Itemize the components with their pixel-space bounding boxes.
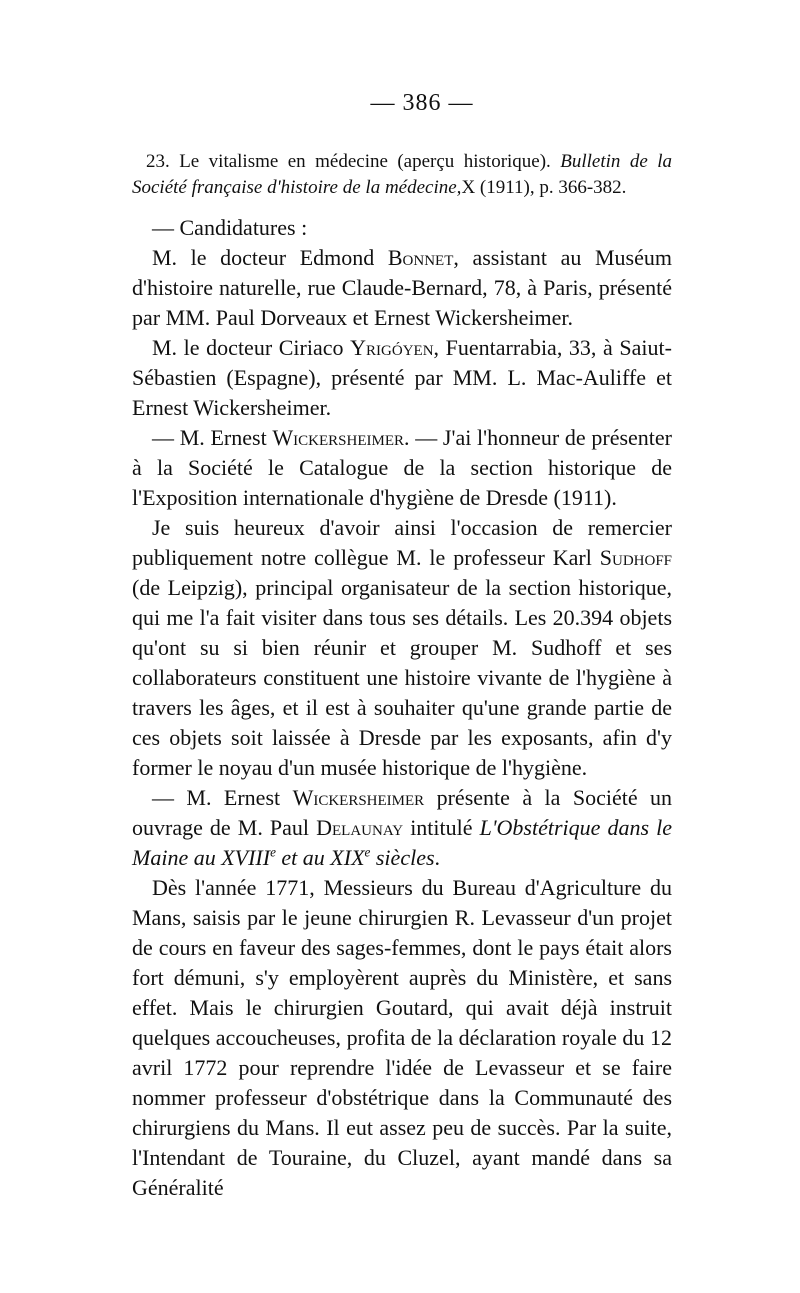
candidate-name: Yrigóyen — [350, 335, 434, 360]
bibliography-entry — [132, 149, 672, 201]
candidature-1-intro: M. le docteur Edmond — [152, 245, 375, 270]
book-title-part: L'Obstétrique dans le Maine au XVIII — [132, 815, 673, 870]
candidatures-heading: — Candidatures : — [152, 215, 308, 240]
entry-text: Le vitalisme en médecine (aperçu historique). — [179, 151, 551, 172]
book-title-part: siècles — [370, 845, 435, 870]
superscript: e — [270, 844, 276, 860]
speaker-name: Wickersheimer — [292, 785, 425, 810]
candidature-2-details: , Fuentarrabia, 33, à Saiut-Sébastien (Espagne), présenté par MM. L. Mac-Auliffe et Ernest Wickersheimer. — [132, 335, 672, 420]
speaker-name: Wickersheimer — [272, 425, 405, 450]
entry-number: 23. — [146, 151, 170, 172]
author-name: Delaunay — [316, 815, 404, 840]
entry-citation: X (1911), p. 366-382. — [461, 177, 627, 198]
paragraph-catalogue-text: . — J'ai l'honneur de présenter à la Société le Catalogue de la section historique de l'Exposition internationale d'hygiène de Dresde (1911). — [132, 425, 673, 510]
speaker-intro: — M. Ernest — [152, 425, 267, 450]
document-page — [132, 90, 672, 1203]
speaker-intro: — M. Ernest — [152, 785, 281, 810]
person-name: Sudhoff — [599, 545, 672, 570]
paragraph-history: Dès l'année 1771, Messieurs du Bureau d'Agriculture du Mans, saisis par le jeune chirurgien R. Levasseur d'un projet de cours en faveur des sages-femmes, dont le pays était alors fort démuni, s'y employèrent auprès du Ministère, et sans effet. Mais le chirurgien Goutard, qui avait déjà instruit quelques accoucheuses, profita de la déclaration royale du 12 avril 1772 pour reprendre l'idée de Levasseur et se faire nommer professeur d'obstétrique dans la Communauté des chirurgiens du Mans. Il eut assez peu de succès. Par la suite, l'Intendant de Touraine, du Cluzel, ayant mandé dans sa Généralité — [132, 875, 672, 1200]
candidature-2-intro: M. le docteur Ciriaco — [152, 335, 344, 360]
paragraph-thanks — [132, 513, 672, 783]
candidature-1 — [132, 243, 672, 333]
candidature-1-details: , assistant au Muséum d'histoire naturelle, rue Claude-Bernard, 78, à Paris, présenté par MM. Paul Dorveaux et Ernest Wickersheimer. — [132, 245, 672, 330]
journal-title: Bulletin de la Société française d'histoire de la médecine, — [132, 151, 672, 198]
paragraph-book-text-2: intitulé — [410, 815, 473, 840]
book-title-part: et au XIX — [275, 845, 365, 870]
paragraph-catalogue — [132, 423, 672, 513]
candidate-name: Bonnet — [387, 245, 454, 270]
paragraph-book-presentation — [132, 783, 672, 873]
paragraph-book-text: présente à la Société un ouvrage de M. Paul — [132, 785, 673, 840]
candidature-2 — [132, 333, 672, 423]
paragraph-thanks-text: (de Leipzig), principal organisateur de la section historique, qui me l'a fait visiter dans tous ses détails. Les 20.394 objets qu'ont su si bien réunir et grouper M. Sudhoff et ses collaborateurs constituent une histoire vivante de l'hygiène à travers les âges, et il est à souhaiter qu'une grande partie de ces objets soit laissée à Dresde par les exposants, afin d'y former le noyau d'un musée historique de l'hygiène. — [132, 575, 672, 780]
page-number: — 386 — — [370, 90, 474, 116]
paragraph-thanks-intro: Je suis heureux d'avoir ainsi l'occasion de remercier publiquement notre collègue M. le professeur Karl — [132, 515, 672, 570]
superscript: e — [364, 844, 371, 860]
sentence-end: . — [434, 845, 441, 870]
